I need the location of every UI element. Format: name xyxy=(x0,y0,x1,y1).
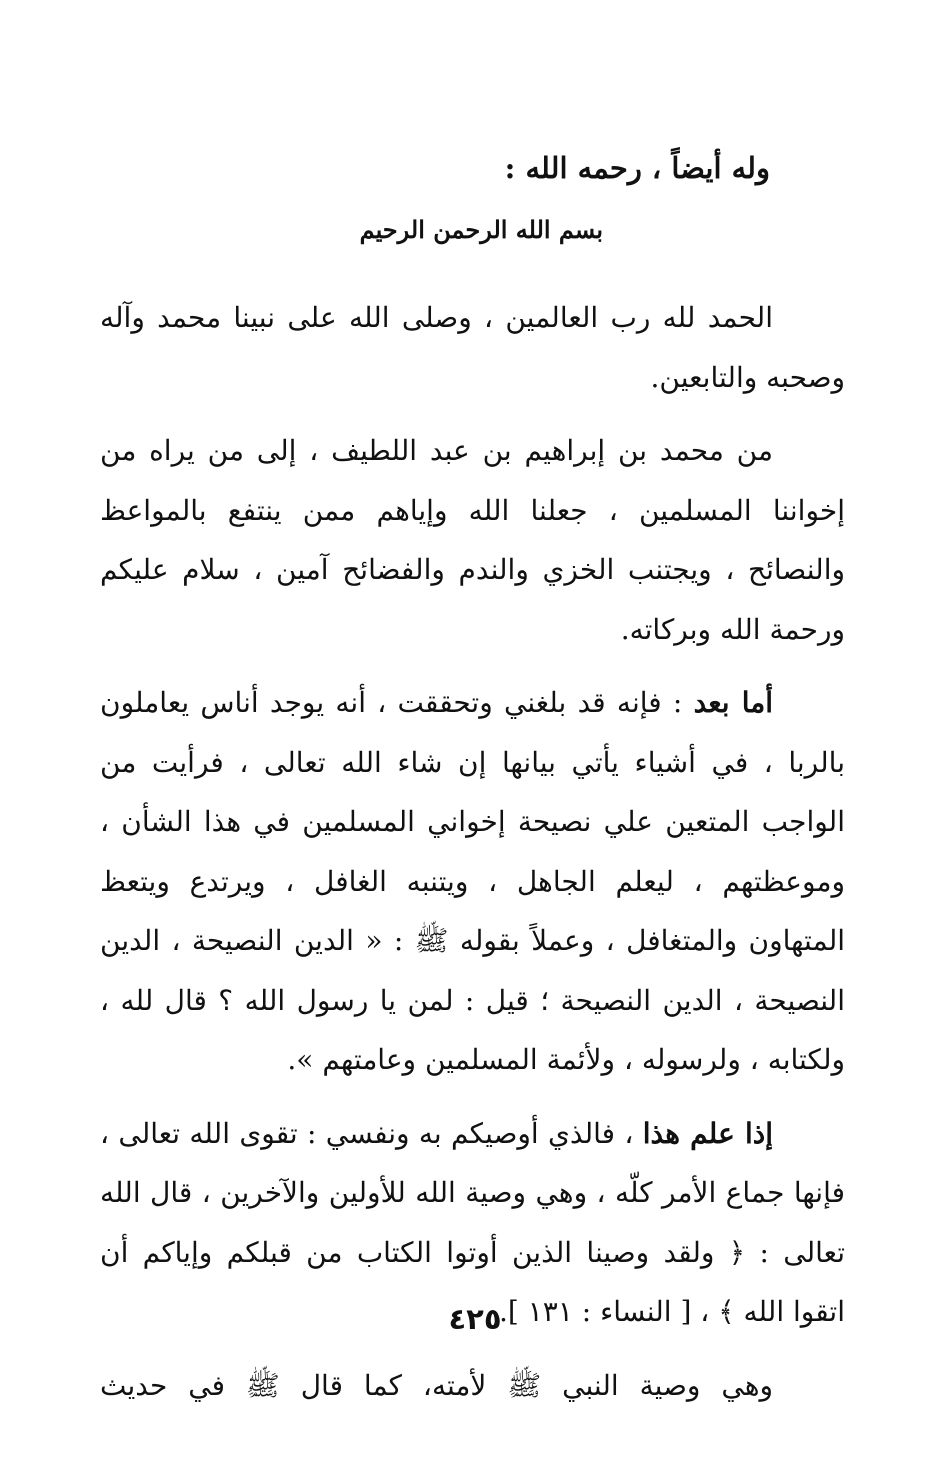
paragraph-lead: إذا علم هذا xyxy=(642,1116,773,1150)
paragraph-text: وهي وصية النبي ﷺ لأمته، كما قال ﷺ في حديث xyxy=(100,1368,773,1402)
section-heading: وله أيضاً ، رحمه الله : xyxy=(504,151,770,185)
paragraph-text: : فإنه قد بلغني وتحققت ، أنه يوجد أناس يعاملون بالربا ، في أشياء يأتي بيانها إن شاء الله تعالى ، فرأيت من الواجب المتعين علي نصيحة إخواني المسلمين في هذا الشأن ، وموعظتهم ، ليعلم الجاهل ، ويتنبه الغافل ، ويرتدع ويتعظ المتهاون والمتغافل ، وعملاً بقوله ﷺ : « الدين النصيحة ، الدين النصيحة ، الدين النصيحة ؛ قيل : لمن يا رسول الله ؟ قال لله ، ولكتابه ، ولرسوله ، ولأئمة المسلمين وعامتهم ». xyxy=(100,686,845,1076)
page-number: ٤٢٥ xyxy=(448,1302,502,1336)
page-body xyxy=(100,140,845,1429)
paragraph-wasiyya xyxy=(100,1356,845,1416)
paragraph-amma-baad xyxy=(100,673,845,1090)
paragraph-text: ، فالذي أوصيكم به ونفسي : تقوى الله تعالى ، فإنها جماع الأمر كلّه ، وهي وصية الله للأولين والآخرين ، قال الله تعالى : ﴿ ولقد وصينا الذين أوتوا الكتاب من قبلكم وإياكم أن اتقوا الله ﴾ ، [ النساء : ١٣١ ]. xyxy=(100,1116,845,1328)
paragraph-text: الحمد لله رب العالمين ، وصلى الله على نبينا محمد وآله وصحبه والتابعين. xyxy=(100,301,845,394)
paragraph-lead: أما بعد xyxy=(693,686,773,719)
paragraph-praise xyxy=(100,288,845,407)
paragraph-text: من محمد بن إبراهيم بن عبد اللطيف ، إلى من يراه من إخواننا المسلمين ، جعلنا الله وإياهم ممن ينتفع بالمواعظ والنصائح ، ويجتنب الخزي والندم والفضائح آمين ، سلام عليكم ورحمة الله وبركاته. xyxy=(100,434,845,646)
basmala: بسم الله الرحمن الرحيم xyxy=(359,215,603,244)
paragraph-greeting xyxy=(100,421,845,659)
